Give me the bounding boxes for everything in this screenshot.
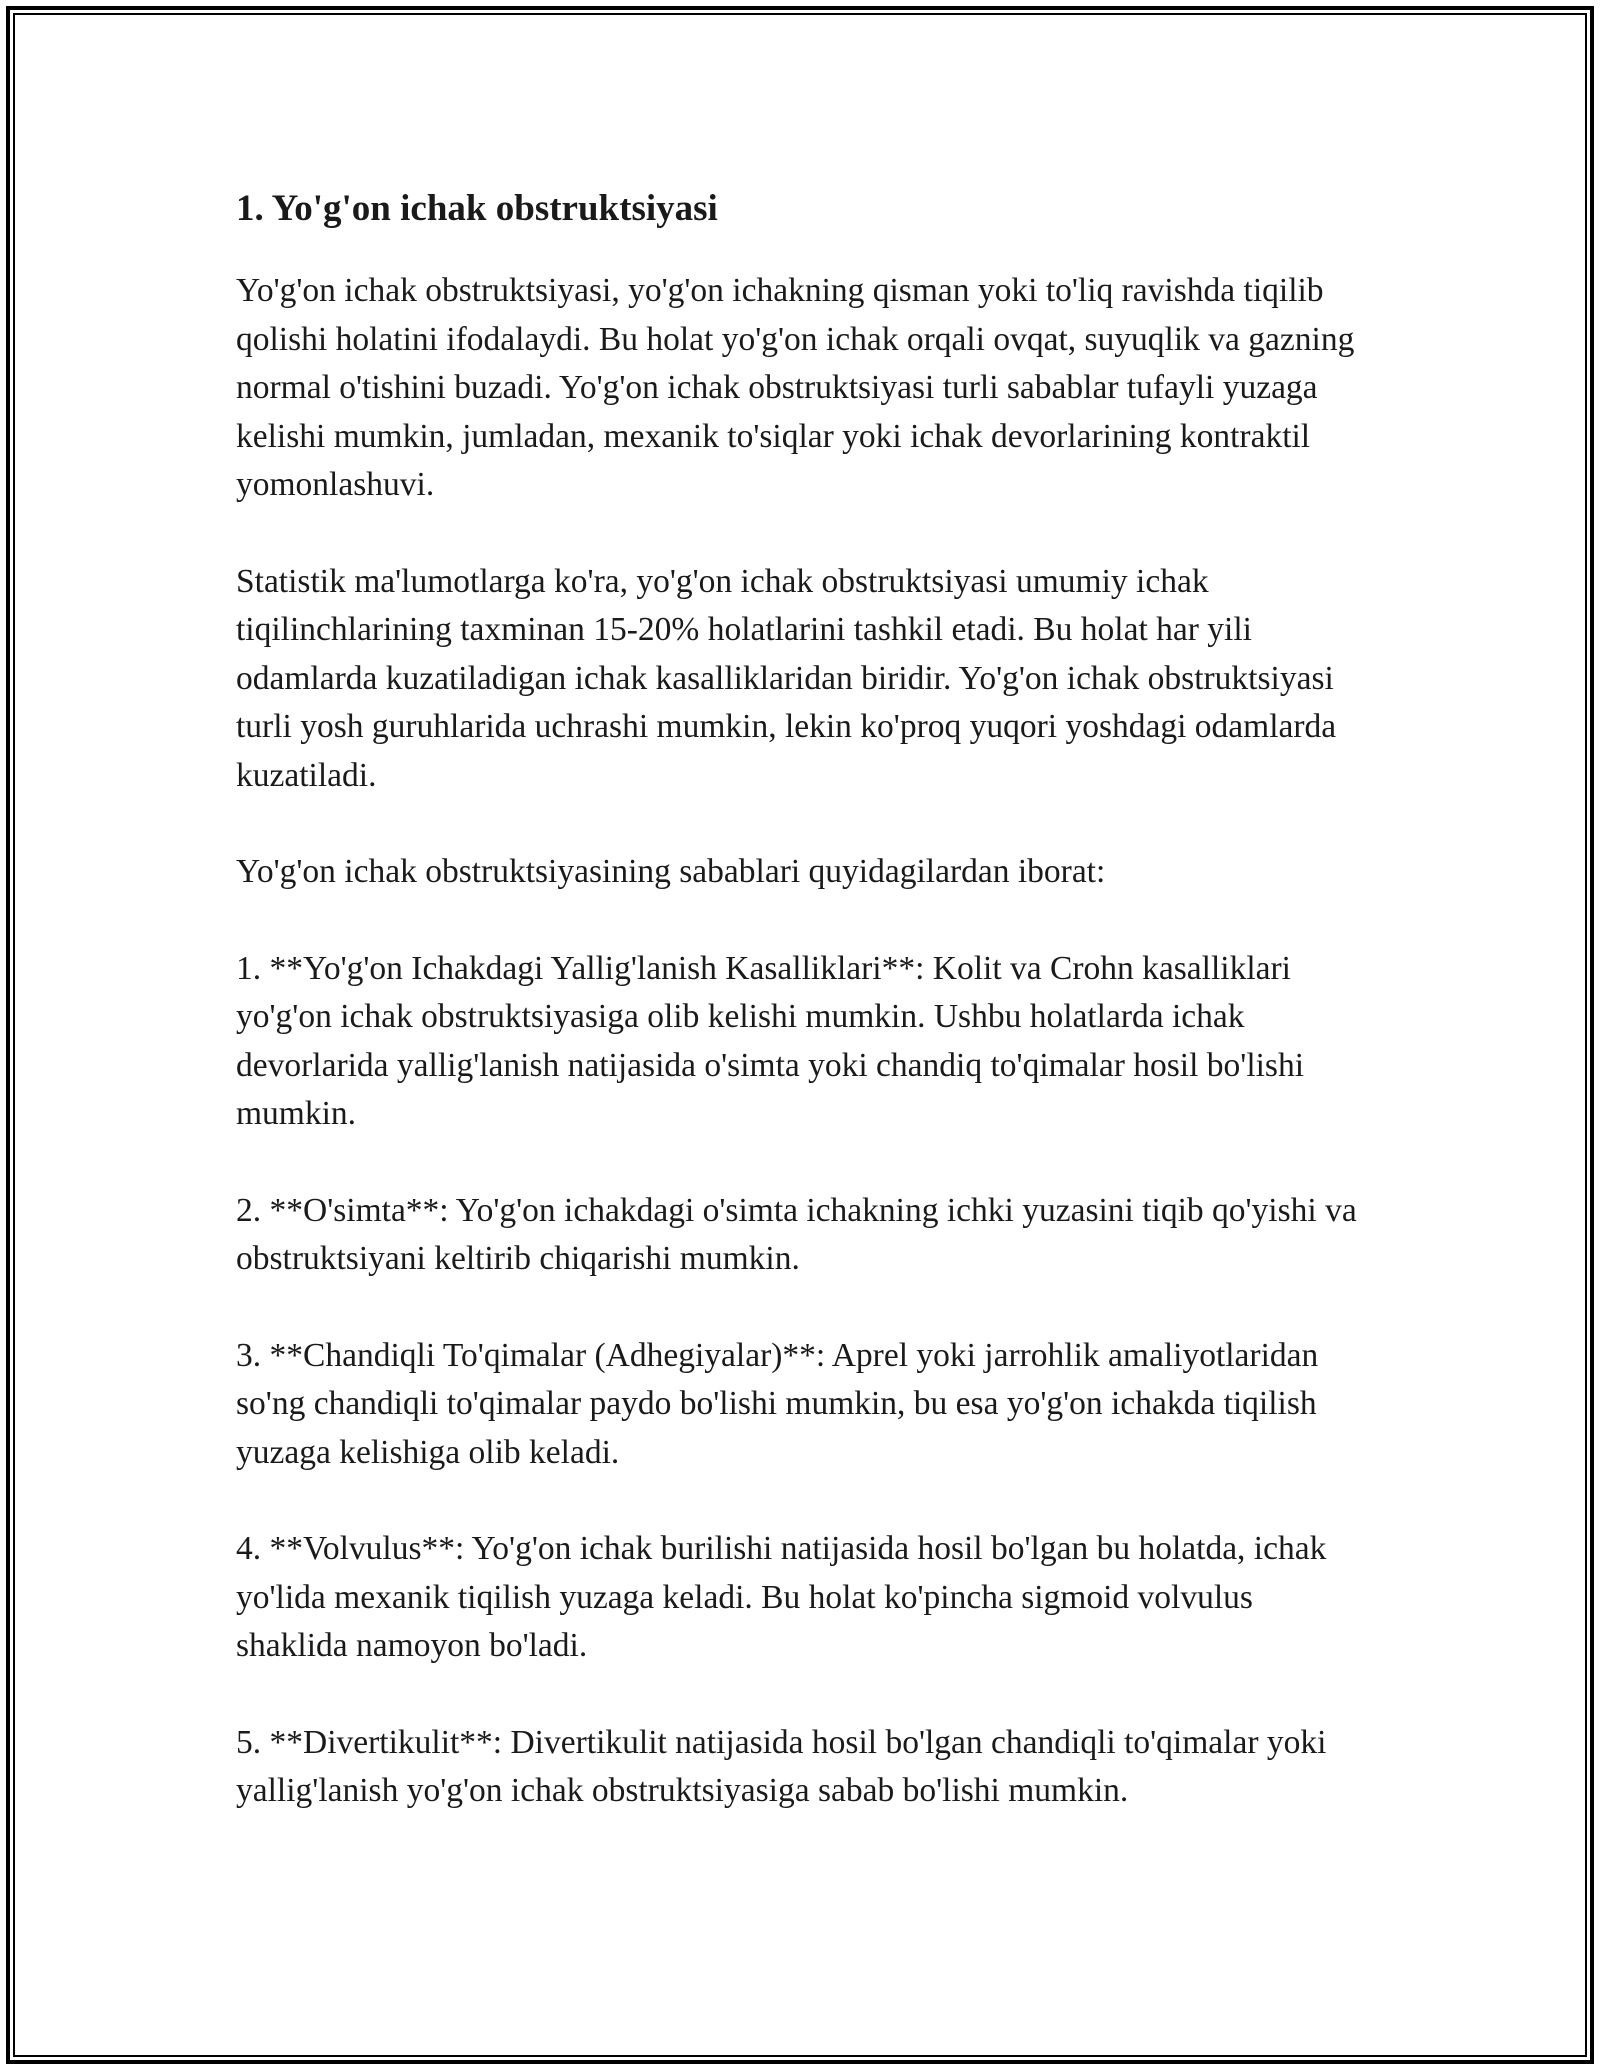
- statistics-paragraph: Statistik ma'lumotlarga ko'ra, yo'g'on ichak obstruktsiyasi umumiy ichak tiqilinchlarining taxminan 15-20% holatlarini tashkil etadi. Bu holat har yili odamlarda kuzatiladigan ichak kasalliklaridan biridir. Yo'g'on ichak obstruktsiyasi turli yosh guruhlarida uchrashi mumkin, lekin ko'proq yuqori yoshdagi odamlarda kuzatiladi.: [236, 562, 1337, 794]
- cause-item-2: 2. **O'simta**: Yo'g'on ichakdagi o'simta ichakning ichki yuzasini tiqib qo'yishi va obstruktsiyani keltirib chiqarishi mumkin.: [236, 1191, 1357, 1278]
- causes-intro-paragraph: Yo'g'on ichak obstruktsiyasining sabablari quyidagilardan iborat:: [236, 853, 1106, 891]
- document-body: [236, 185, 1366, 1864]
- document-title: 1. Yo'g'on ichak obstruktsiyasi: [236, 188, 718, 229]
- intro-paragraph: Yo'g'on ichak obstruktsiyasi, yo'g'on ichakning qisman yoki to'liq ravishda tiqilib qolishi holatini ifodalaydi. Bu holat yo'g'on ichak orqali ovqat, suyuqlik va gazning normal o'tishini buzadi. Yo'g'on ichak obstruktsiyasi turli sabablar tufayli yuzaga kelishi mumkin, jumladan, mexanik to'siqlar yoki ichak devorlarining kontraktil yomonlashuvi.: [236, 272, 1355, 504]
- cause-item-1: 1. **Yo'g'on Ichakdagi Yallig'lanish Kasalliklari**: Kolit va Crohn kasalliklari yo'g'on ichak obstruktsiyasiga olib kelishi mumkin. Ushbu holatlarda ichak devorlarida yallig'lanish natijasida o'simta yoki chandiq to'qimalar hosil bo'lishi mumkin.: [236, 949, 1305, 1133]
- cause-item-4: 4. **Volvulus**: Yo'g'on ichak burilishi natijasida hosil bo'lgan bu holatda, ichak yo'lida mexanik tiqilish yuzaga keladi. Bu holat ko'pincha sigmoid volvulus shaklida namoyon bo'ladi.: [236, 1530, 1327, 1665]
- cause-item-3: 3. **Chandiqli To'qimalar (Adhegiyalar)**: Aprel yoki jarrohlik amaliyotlaridan so'ng chandiqli to'qimalar paydo bo'lishi mumkin, bu esa yo'g'on ichakda tiqilish yuzaga kelishiga olib keladi.: [236, 1336, 1319, 1471]
- cause-item-5: 5. **Divertikulit**: Divertikulit natijasida hosil bo'lgan chandiqli to'qimalar yoki yallig'lanish yo'g'on ichak obstruktsiyasiga sabab bo'lishi mumkin.: [236, 1723, 1327, 1810]
